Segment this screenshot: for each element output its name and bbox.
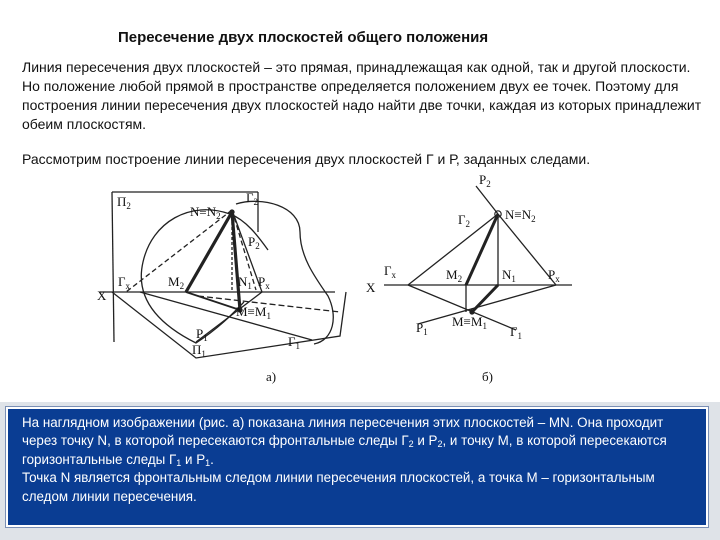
mn-line-a [186,212,232,292]
label-x-b: X [366,280,376,295]
figure-a [100,192,346,358]
slide-title: Пересечение двух плоскостей общего положения [118,29,489,46]
label-gamma2-a: $Г_2$ [246,190,259,207]
label-n1-b: $N_1$ [502,267,516,284]
gamma-plane-outline [141,210,244,343]
mn-front-b [466,214,498,285]
label-m2-a: $M_2$ [168,274,185,291]
label-gamma2-b: $Г_2$ [458,212,471,229]
point-n-a [230,210,234,214]
label-pi1: $П_1$ [192,342,206,359]
label-p1-b: $P_1$ [416,320,428,337]
label-gx-a: $Г_x$ [118,274,131,291]
figure-b [384,186,572,330]
label-px-b: $P_x$ [548,267,560,284]
task-paragraph: Рассмотрим построение линии пересечения двух плоскостей Г и Р, заданных следами. [22,151,591,167]
label-n-n2-a: $N\equiv N_2$ [190,204,221,221]
mn-horiz-b [472,285,498,312]
caption-a: а) [266,369,277,384]
label-pi2: $П_2$ [117,194,131,211]
label-m-m1-b: $M\equiv M_1$ [452,314,487,331]
note-text: На наглядном изображении (рис. а) показана линия пересечения этих плоскостей – MN. Она проходит через точку N, в которой пересекаются фронтальные следы $Г_2$ и $Р_2$, и точку М, в которой пересекаются горизонтальные следы $Г_1$ и $Р_1$. Точка N является фронтальным следом линии пересечения плоскостей, а точка М – горизонтальным следом линии пересечения. [22,415,667,504]
label-x-a: X [97,288,107,303]
label-gamma1-a: $Г_1$ [288,334,301,351]
label-px-a: $P_x$ [258,274,270,291]
pi2-left-edge [112,192,114,342]
figure-a-labels [97,190,300,384]
label-m-m1-a: $M\equiv M_1$ [236,304,271,321]
label-p1-a: $P_1$ [196,326,208,343]
label-n1-a: $N_1$ [238,274,252,291]
label-p2-b: $P_2$ [479,172,491,189]
label-n-n2-b: $N\equiv N_2$ [505,207,536,224]
intro-paragraph: Линия пересечения двух плоскостей – это прямая, принадлежащая как одной, так и другой плоскости. Но положение любой прямой в пространстве определяется положением двух ее точек. Поэтому для построения линии пересечения двух плоскостей надо найти две точки, каждая из которых принадлежит обеим плоскостям. [22,59,702,132]
label-gamma1-b: $Г_1$ [510,324,523,341]
p2-trace-b [476,186,498,214]
label-gx-b: $Г_x$ [384,263,397,280]
caption-b: б) [482,369,493,384]
figure-b-labels [366,172,560,384]
note-box [6,407,708,527]
label-p2-a: $P_2$ [248,234,260,251]
label-m2-b: $M_2$ [446,267,463,284]
